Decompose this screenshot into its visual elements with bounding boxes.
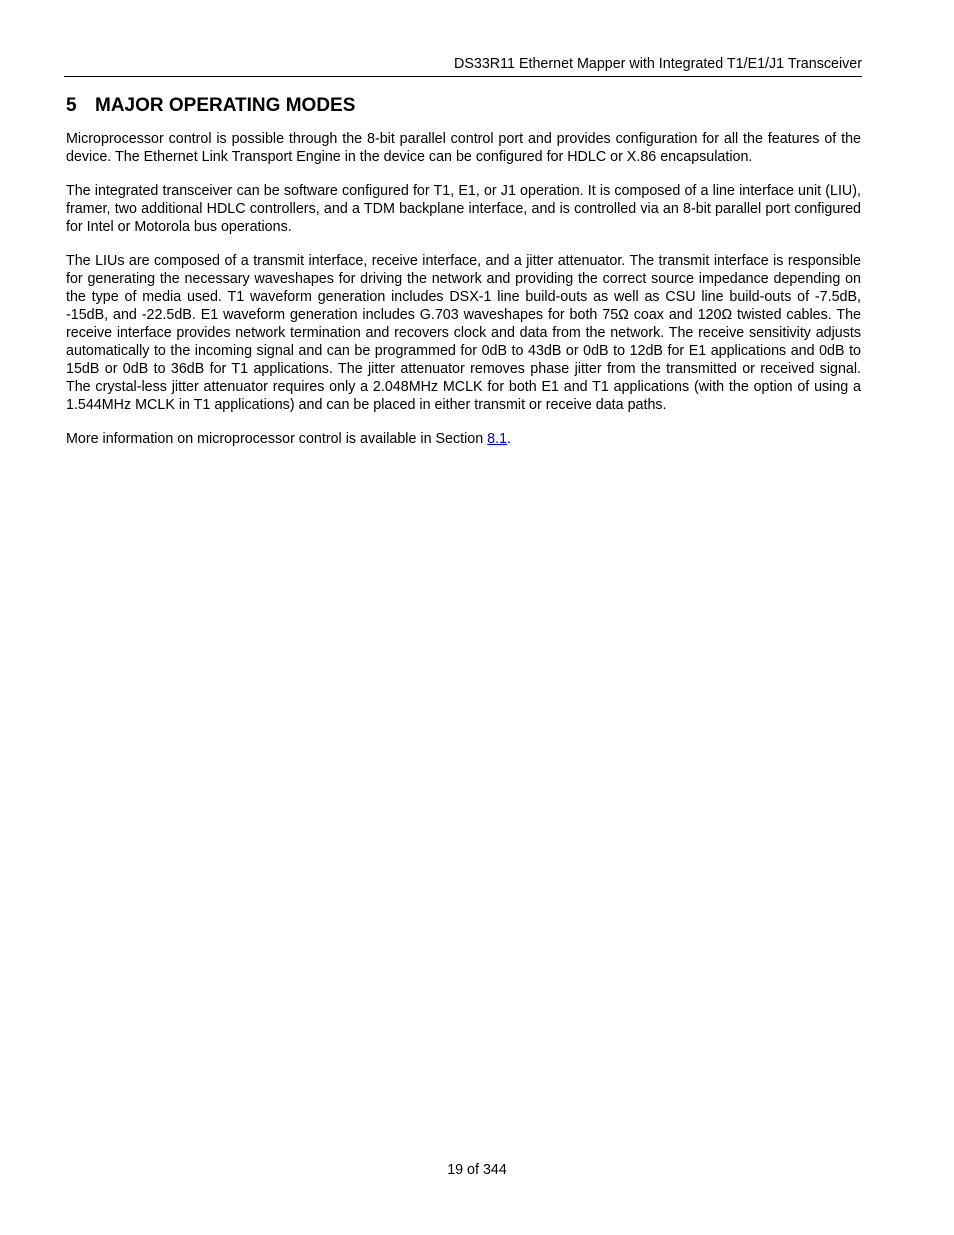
header-divider [64,76,862,77]
paragraph-integrated-transceiver: The integrated transceiver can be software configured for T1, E1, or J1 operation. It is composed of a line interface unit (LIU), framer, two additional HDLC controllers, and a TDM backplane interface, and is controlled via an 8-bit parallel port configured for Intel or Motorola bus operations. [66,183,861,235]
section-body [66,130,861,464]
page-number: 19 of 344 [447,1162,507,1178]
section-heading [66,94,355,118]
paragraph-more-information [66,430,861,448]
paragraph-microprocessor-control: Microprocessor control is possible through the 8-bit parallel control port and provides configuration for all the features of the device. The Ethernet Link Transport Engine in the device can be configured for HDLC or X.86 encapsulation. [66,131,861,165]
section-link[interactable]: 8.1 [487,431,508,447]
section-number: 5 [66,95,77,116]
running-header: DS33R11 Ethernet Mapper with Integrated T1/E1/J1 Transceiver [454,56,862,72]
more-info-text: More information on microprocessor control is available in Section [66,431,488,447]
section-title: MAJOR OPERATING MODES [95,95,356,116]
paragraph-liu-description: The LIUs are composed of a transmit interface, receive interface, and a jitter attenuator. The transmit interface is responsible for generating the necessary waveshapes for driving the network and providing the correct source impedance depending on the type of media used. T1 waveform generation includes DSX-1 line build-outs as well as CSU line build-outs of -7.5dB, -15dB, and -22.5dB. E1 waveform generation includes G.703 waveshapes for both 75Ω coax and 120Ω twisted cables. The receive interface provides network termination and recovers clock and data from the network. The receive sensitivity adjusts automatically to the incoming signal and can be programmed for 0dB to 43dB or 0dB to 12dB for E1 applications and 0dB to 15dB or 0dB to 36dB for T1 applications. The jitter attenuator removes phase jitter from the transmitted or received signal. The crystal-less jitter attenuator requires only a 2.048MHz MCLK for both E1 and T1 applications (with the option of using a 1.544MHz MCLK in T1 applications) and can be placed in either transmit or receive data paths. [66,253,861,413]
more-info-period: . [507,431,512,447]
